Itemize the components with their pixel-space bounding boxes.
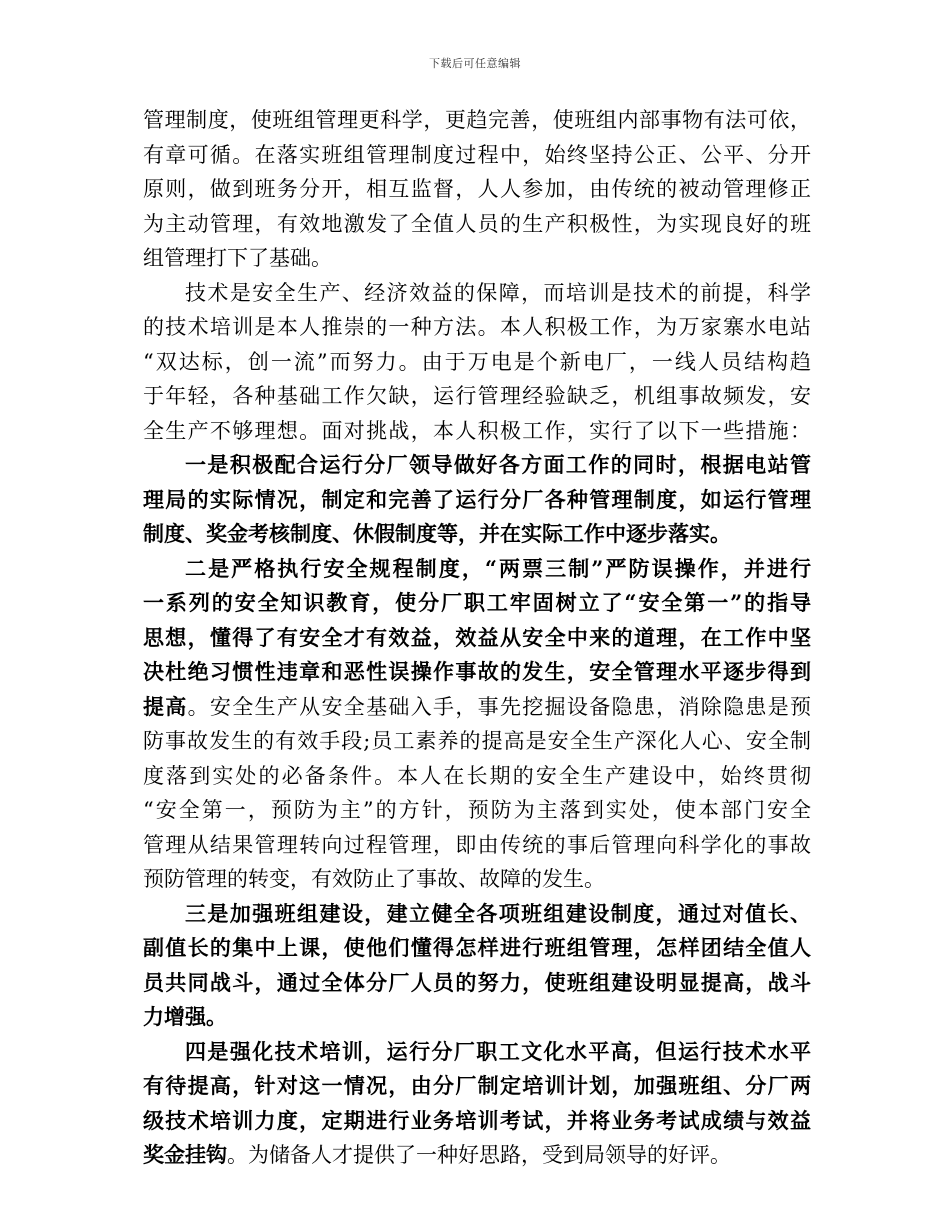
text-segment: 组管理打下了基础。 (143, 246, 332, 270)
bold-text-segment: 二是严格执行安全规程制度，“两票三制”严防误操作，并进行 (185, 555, 811, 581)
text-line (143, 1035, 811, 1070)
text-segment: “双达标，创一流”而努力。由于万电是个新电厂，一线人员结构趋 (143, 349, 811, 374)
bold-text-segment: 四是强化技术培训，运行分厂职工文化水平高，但运行技术水平 (185, 1038, 811, 1064)
bold-text-segment: 一系列的安全知识教育，使分厂职工牢固树立了“安全第一”的指导 (143, 590, 811, 615)
bold-text-segment: 决杜绝习惯性违章和恶性误操作事故的发生，安全管理水平逐步得到 (143, 659, 811, 684)
text-segment: 。安全生产从安全基础入手，事先挖掘设备隐患，消除隐患是预 (187, 694, 811, 719)
bold-text-segment: 思想，懂得了有安全才有效益，效益从安全中来的道理，在工作中坚 (143, 624, 811, 650)
bold-text-segment: 制度、奖金考核制度、休假制度等，并在实际工作中逐步落实。 (143, 521, 731, 546)
text-segment: 的技术培训是本人推崇的一种方法。本人积极工作，为万家寨水电站 (143, 315, 811, 339)
text-line (143, 103, 811, 138)
bold-text-segment: 员共同战斗，通过全体分厂人员的努力，使班组建设明显提高，战斗 (143, 969, 811, 995)
text-line (143, 586, 811, 621)
text-line (143, 276, 811, 311)
text-line (143, 379, 811, 414)
text-segment: 原则，做到班务分开，相互监督，人人参加，由传统的被动管理修正 (143, 177, 811, 201)
text-line (143, 172, 811, 207)
body-text (143, 103, 811, 1173)
bold-text-segment: 力增强。 (143, 1004, 227, 1029)
text-segment: 。为储备人才提供了一种好思路，受到局领导的好评。 (227, 1143, 731, 1167)
text-segment: 防事故发生的有效手段;员工素养的提高是安全生产深化人心、安全制 (143, 729, 811, 753)
text-segment: 预防管理的转变，有效防止了事故、故障的发生。 (143, 867, 605, 891)
text-line (143, 724, 811, 759)
text-segment: 全生产不够理想。面对挑战，本人积极工作，实行了以下一些措施： (143, 418, 811, 443)
text-segment: 有章可循。在落实班组管理制度过程中，始终坚持公正、公平、分开 (143, 142, 811, 167)
text-line (143, 690, 811, 725)
text-segment: 为主动管理，有效地激发了全值人员的生产积极性，为实现良好的班 (143, 211, 811, 236)
text-line (143, 1000, 811, 1035)
text-line (143, 793, 811, 828)
text-line (143, 241, 811, 276)
bold-text-segment: 副值长的集中上课，使他们懂得怎样进行班组管理，怎样团结全值人 (143, 935, 811, 960)
text-line (143, 414, 811, 449)
text-line (143, 966, 811, 1001)
bold-text-segment: 奖金挂钩 (143, 1142, 227, 1167)
text-segment: 度落到实处的必备条件。本人在长期的安全生产建设中，始终贯彻 (143, 763, 811, 788)
text-segment: 技术是安全生产、经济效益的保障，而培训是技术的前提，科学 (185, 280, 811, 305)
bold-text-segment: 有待提高，针对这一情况，由分厂制定培训计划，加强班组、分厂两 (143, 1073, 811, 1098)
text-line (143, 552, 811, 587)
text-line (143, 931, 811, 966)
text-line (143, 1104, 811, 1139)
page-header: 下载后可任意编辑 (429, 57, 521, 70)
text-segment: 管理从结果管理转向过程管理，即由传统的事后管理向科学化的事故 (143, 832, 811, 857)
bold-text-segment: 三是加强班组建设，建立健全各项班组建设制度，通过对值长、 (185, 900, 811, 926)
text-segment: 管理制度，使班组管理更科学，更趋完善，使班组内部事物有法可依， (143, 108, 811, 132)
bold-text-segment: 级技术培训力度，定期进行业务培训考试，并将业务考试成绩与效益 (143, 1107, 811, 1133)
text-line (143, 448, 811, 483)
bold-text-segment: 提高 (143, 693, 188, 719)
text-line (143, 897, 811, 932)
text-line (143, 655, 811, 690)
text-line (143, 483, 811, 518)
bold-text-segment: 一是积极配合运行分厂领导做好各方面工作的同时，根据电站管 (185, 452, 811, 477)
text-line (143, 828, 811, 863)
text-line (143, 759, 811, 794)
text-line (143, 862, 811, 897)
text-segment: 于年轻，各种基础工作欠缺，运行管理经验缺乏，机组事故频发，安 (143, 384, 811, 408)
text-line (143, 517, 811, 552)
bold-text-segment: 理局的实际情况，制定和完善了运行分厂各种管理制度，如运行管理 (143, 486, 811, 512)
text-line (143, 1138, 811, 1173)
text-line (143, 1069, 811, 1104)
text-line (143, 207, 811, 242)
text-line (143, 310, 811, 345)
text-segment: “安全第一，预防为主”的方针，预防为主落到实处，使本部门安全 (143, 798, 811, 822)
text-line (143, 621, 811, 656)
text-line (143, 345, 811, 380)
text-line (143, 138, 811, 173)
